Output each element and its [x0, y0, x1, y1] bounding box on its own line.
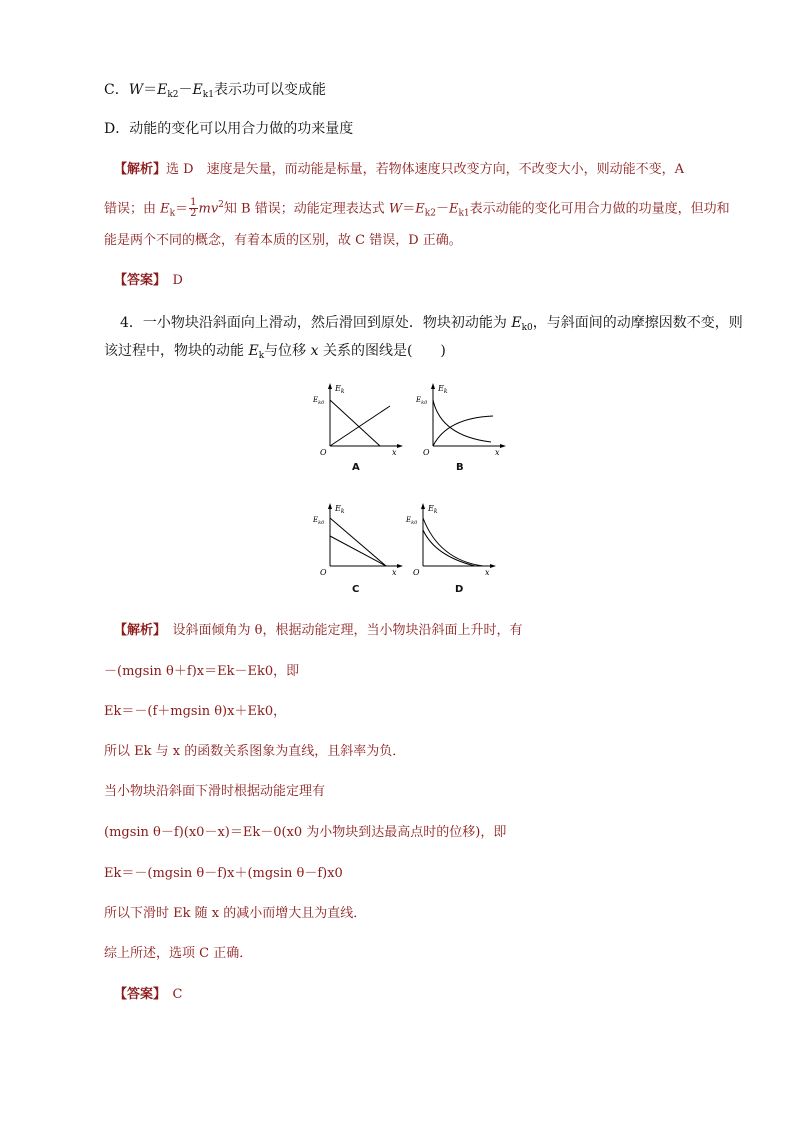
analysis-tag: 【解析】: [114, 162, 167, 177]
analysis-2-eq1: －(mgsin θ＋f)x＝Ek－Ek0，即: [104, 664, 300, 679]
graph-b-y-label: $E_k$: [438, 384, 448, 395]
graph-c-label: C: [352, 584, 360, 595]
graph-a-label: A: [352, 462, 360, 473]
graph-d-x-label: x: [485, 568, 490, 577]
graph-d: [405, 500, 505, 580]
analysis-2-text1: 所以 Ek 与 x 的函数关系图象为直线，且斜率为负．: [104, 744, 406, 759]
graph-c-origin: O: [320, 568, 327, 577]
graph-d-y-label: $E_k$: [428, 504, 438, 515]
question-4-line-2: 该过程中，物块的动能 $E_k$与位移 x 关系的图线是( ): [104, 343, 446, 361]
analysis-2-eq2: Ek＝－(f＋mgsin θ)x＋Ek0，: [104, 704, 287, 719]
graph-c: [312, 500, 412, 580]
answer-1: 【答案】 D: [114, 273, 183, 288]
graph-c-y-label: $E_k$: [335, 504, 345, 515]
option-c: C．$W=E_{k2}-E_{k1}$表示功可以变成能: [104, 82, 326, 100]
analysis-1-line-2: 错误；由 $E_k=$ $\frac{1}{2}$ $mv^2$知 B 错误；动能定理表达式 $W=E_{k2}-E_{k1}$表示动能的变化可用合力做的功量度，但功和: [104, 197, 730, 220]
graph-a-y-label: $E_k$: [335, 384, 345, 395]
graph-b-ek0-label: $E_{k0}$: [416, 396, 428, 406]
graph-a: [312, 380, 412, 460]
analysis-2-intro: 【解析】 设斜面倾角为 θ，根据动能定理，当小物块沿斜面上升时，有: [114, 623, 523, 638]
graph-c-ek0-label: $E_{k0}$: [313, 516, 325, 526]
question-4-line-1: 4．一小物块沿斜面向上滑动，然后滑回到原处．物块初动能为 $E_{k0}$，与斜面间的动摩擦因数不变，则: [120, 315, 743, 333]
graph-b-x-label: x: [495, 448, 500, 457]
graph-b-origin: O: [423, 448, 430, 457]
analysis-1-line-3: 能是两个不同的概念，有着本质的区别，故 C 错误，D 正确。: [104, 233, 462, 248]
graph-a-x-label: x: [392, 448, 397, 457]
analysis-2-text4: 综上所述，选项 C 正确．: [104, 946, 253, 961]
analysis-2-eq4: Ek＝－(mgsin θ－f)x＋(mgsin θ－f)x0: [104, 866, 343, 881]
analysis-1-line-1: 【解析】选 D 速度是矢量，而动能是标量，若物体速度只改变方向，不改变大小，则动能不变，A: [114, 162, 684, 177]
graph-b-label: B: [456, 462, 464, 473]
graph-c-x-label: x: [392, 568, 397, 577]
graph-d-origin: O: [413, 568, 420, 577]
fraction-one-half: $\frac{1}{2}$: [190, 197, 197, 220]
analysis-2-eq3: (mgsin θ－f)(x0－x)＝Ek－0(x0 为小物块到达最高点时的位移)，即: [104, 825, 507, 840]
analysis-2-text2: 当小物块沿斜面下滑时根据动能定理有: [104, 784, 326, 799]
graph-d-label: D: [455, 584, 464, 595]
graph-a-origin: O: [320, 448, 327, 457]
graph-a-ek0-label: $E_{k0}$: [313, 396, 325, 406]
answer-2: 【答案】 C: [114, 987, 183, 1002]
graph-b: [415, 380, 515, 460]
analysis-2-text3: 所以下滑时 Ek 随 x 的减小而增大且为直线．: [104, 906, 367, 921]
option-d: D．动能的变化可以用合力做的功来量度: [104, 121, 354, 137]
graph-d-ek0-label: $E_{k0}$: [406, 516, 418, 526]
